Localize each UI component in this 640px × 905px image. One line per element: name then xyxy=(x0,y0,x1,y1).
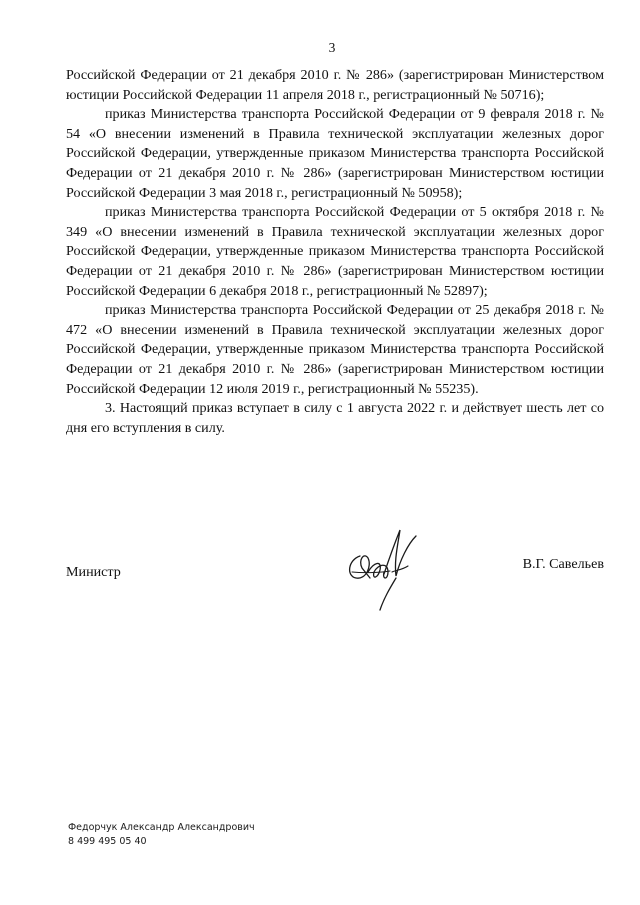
document-body xyxy=(66,66,604,438)
executor-phone: 8 499 495 05 40 xyxy=(68,836,147,847)
signatory-name: В.Г. Савельев xyxy=(522,556,604,572)
paragraph-effective-date: 3. Настоящий приказ вступает в силу с 1 августа 2022 г. и действует шесть лет со дня его вступления в силу. xyxy=(66,400,604,436)
paragraph-order-54: приказ Министерства транспорта Российской Федерации от 9 февраля 2018 г. № 54 «О внесении изменений в Правила технической эксплуатации железных дорог Российской Федерации, утвержденные приказом Министерства транспорта Российской Федерации от 21 декабря 2010 г. № 286» (зарегистрирован Министерством юстиции Российской Федерации 3 мая 2018 г., регистрационный № 50958); xyxy=(66,106,604,201)
signature-block xyxy=(66,556,604,636)
executor-name: Федорчук Александр Александрович xyxy=(68,822,255,833)
paragraph-order-349: приказ Министерства транспорта Российской Федерации от 5 октября 2018 г. № 349 «О внесении изменений в Правила технической эксплуатации железных дорог Российской Федерации, утвержденные приказом Министерства транспорта Российской Федерации от 21 декабря 2010 г. № 286» (зарегистрирован Министерством юстиции Российской Федерации 6 декабря 2018 г., регистрационный № 52897); xyxy=(66,204,604,299)
executor-info xyxy=(68,821,255,849)
paragraph-order-472: приказ Министерства транспорта Российской Федерации от 25 декабря 2018 г. № 472 «О внесении изменений в Правила технической эксплуатации железных дорог Российской Федерации, утвержденные приказом Министерства транспорта Российской Федерации от 21 декабря 2010 г. № 286» (зарегистрирован Министерством юстиции Российской Федерации 12 июля 2019 г., регистрационный № 55235). xyxy=(66,302,604,397)
signatory-title: Министр xyxy=(66,564,121,580)
paragraph-continuation: Российской Федерации от 21 декабря 2010 г. № 286» (зарегистрирован Министерством юстиции Российской Федерации 11 апреля 2018 г., регистрационный № 50716); xyxy=(66,67,604,103)
handwritten-signature xyxy=(338,526,430,612)
page-number: 3 xyxy=(328,40,336,55)
